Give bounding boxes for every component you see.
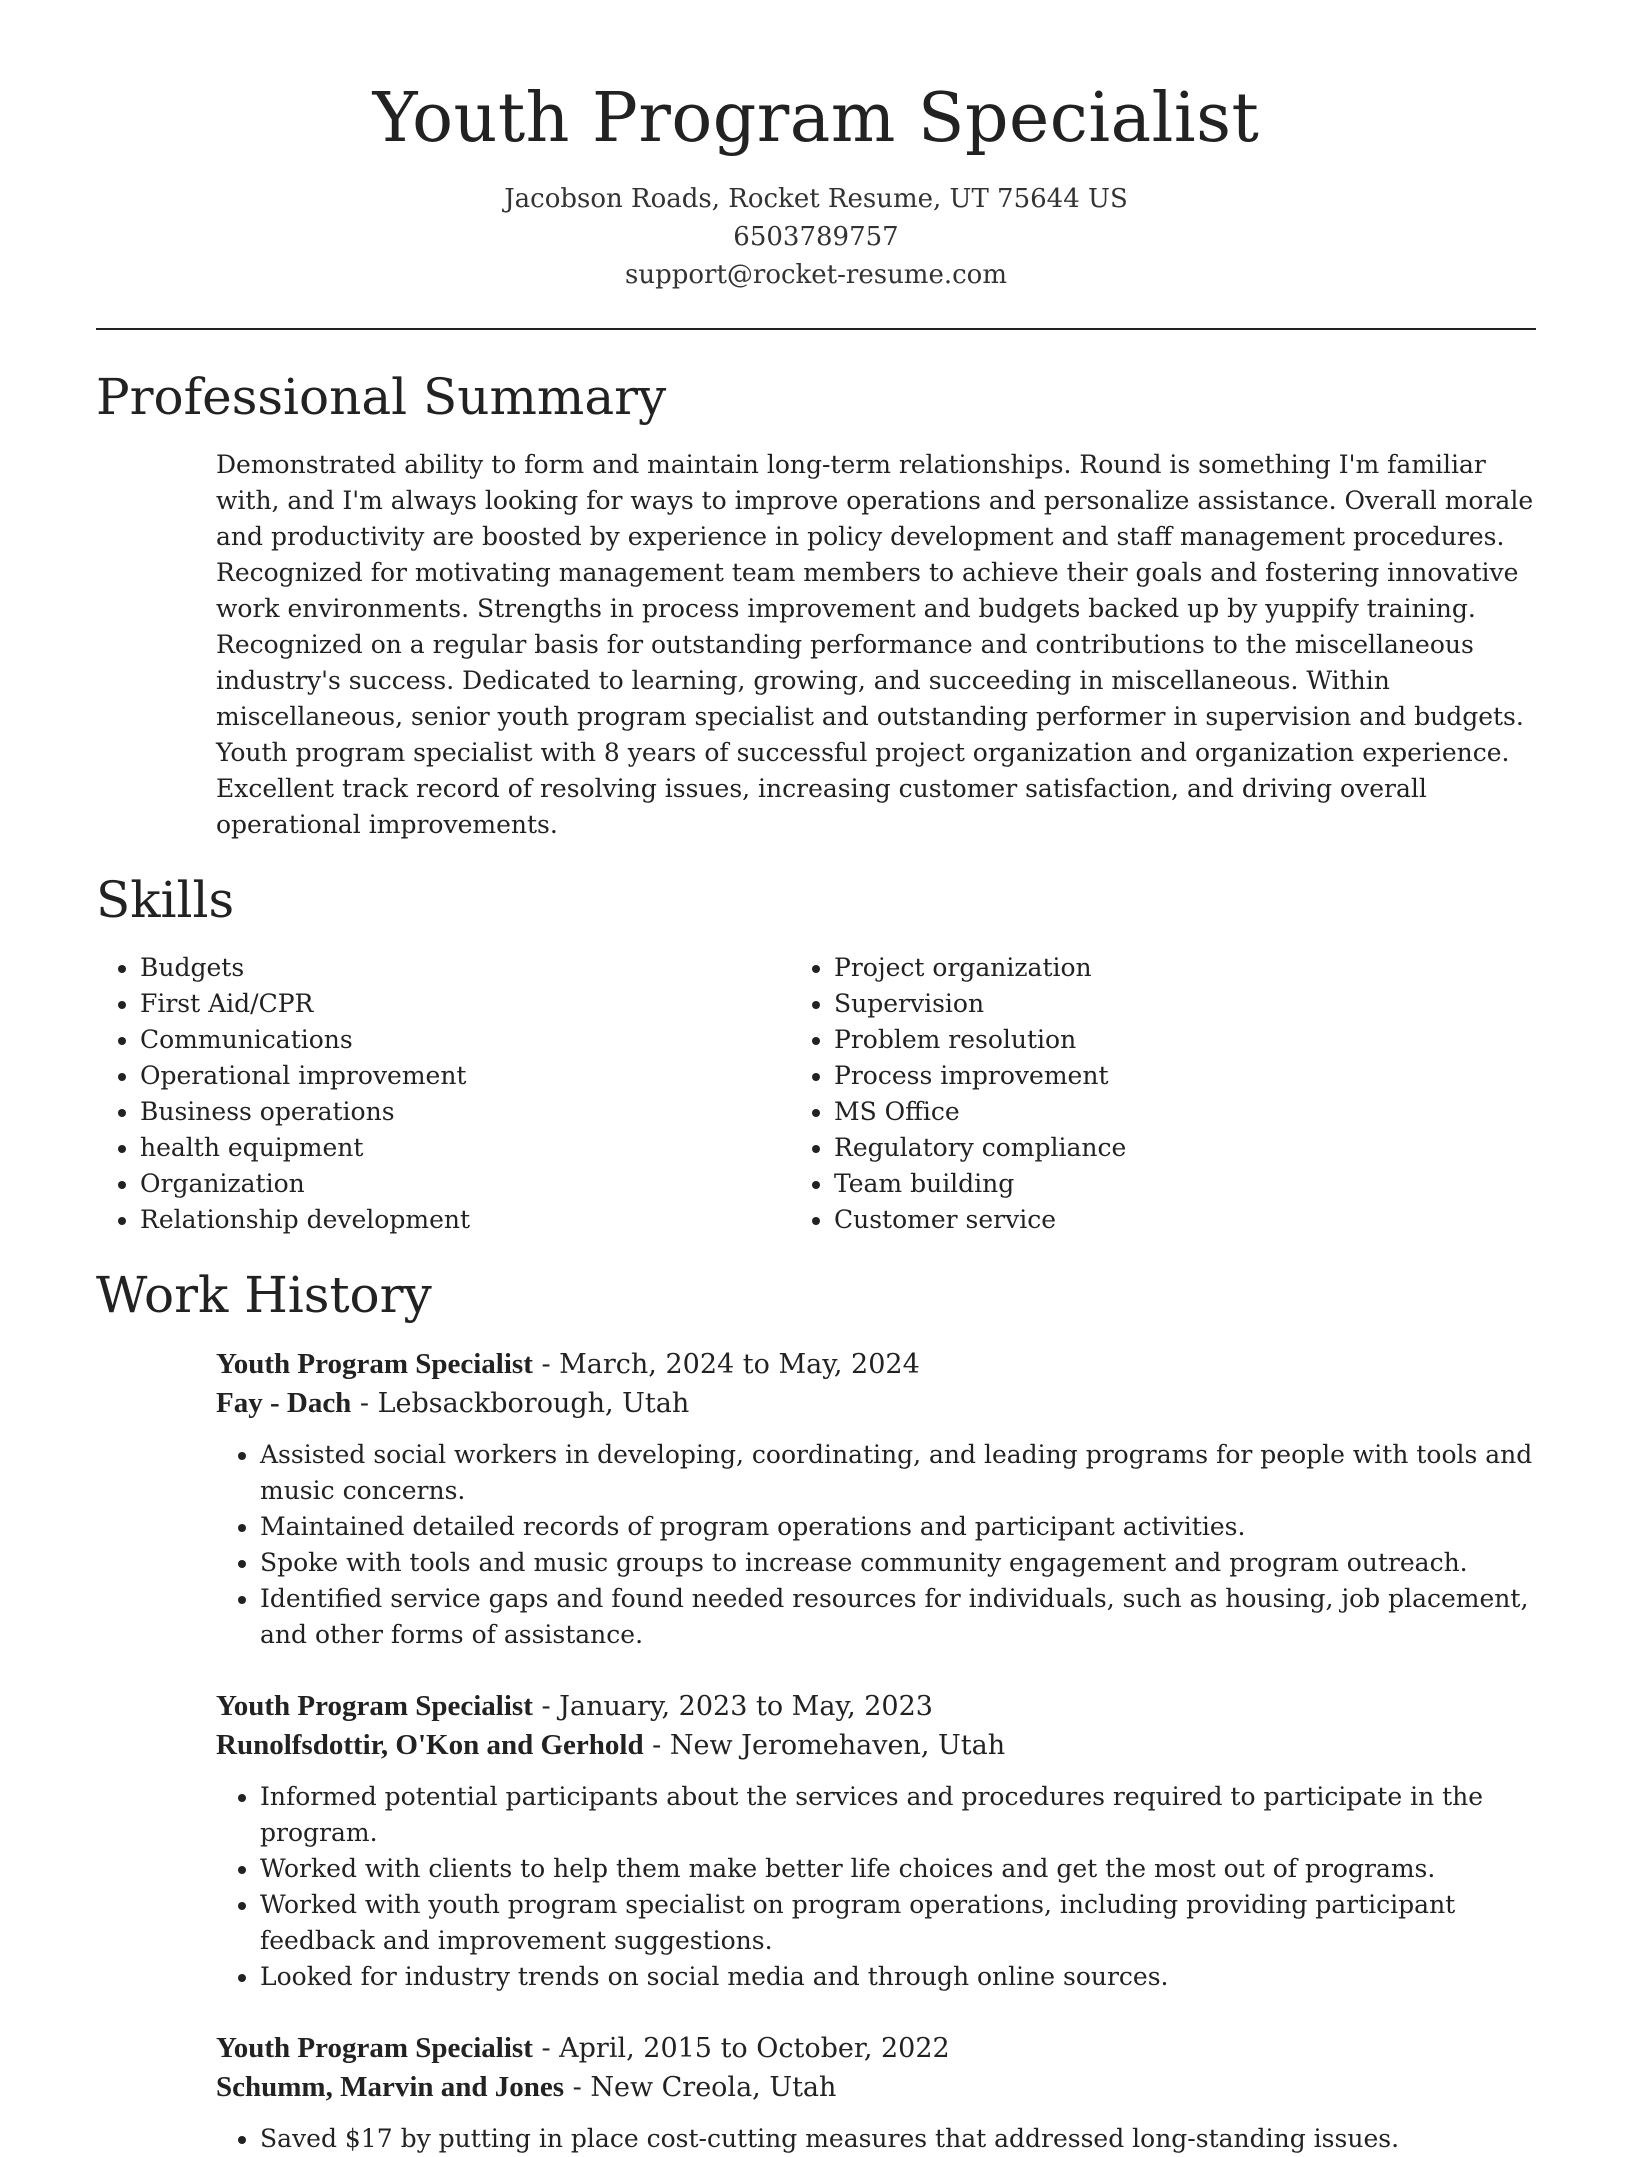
skill-item: • Organization: [140, 1166, 790, 1202]
job-entry: [216, 1687, 1536, 1995]
skill-item: • Regulatory compliance: [834, 1130, 1484, 1166]
skill-item: • Customer service: [834, 1202, 1484, 1238]
skill-item: • Communications: [140, 1022, 790, 1058]
job-company-line: [216, 1384, 1536, 1423]
job-entry: [216, 1345, 1536, 1653]
job-bullet: • Spoke with tools and music groups to increase community engagement and program outreach.: [260, 1545, 1536, 1581]
skill-item: • Process improvement: [834, 1058, 1484, 1094]
job-bullets: [216, 2121, 1536, 2157]
job-dates: - March, 2024 to May, 2024: [532, 1349, 920, 1381]
summary-text: Demonstrated ability to form and maintain long-term relationships. Round is something I'm familiar with, and I'm always looking for ways to improve operations and personalize assistance. Overall morale and productivity are boosted by experience in policy development and staff management procedures. Recognized for motivating management team members to achieve their goals and fostering innovative work environments. Strengths in process improvement and budgets backed up by yuppify training. Recognized on a regular basis for outstanding performance and contributions to the miscellaneous industry's success. Dedicated to learning, growing, and succeeding in miscellaneous. Within miscellaneous, senior youth program specialist and outstanding performer in supervision and budgets. Youth program specialist with 8 years of successful project organization and organization experience. Excellent track record of resolving issues, increasing customer satisfaction, and driving overall operational improvements.: [216, 450, 1534, 840]
job-title: Youth Program Specialist: [216, 1348, 533, 1381]
job-title: Youth Program Specialist: [216, 2032, 533, 2065]
job-entry: [216, 2029, 1536, 2157]
job-title-line: [216, 1345, 1536, 1384]
job-location: - New Creola, Utah: [564, 2072, 837, 2104]
job-bullets: [216, 1779, 1536, 1995]
job-bullet: • Assisted social workers in developing, coordinating, and leading programs for people with tools and music concerns.: [260, 1437, 1536, 1509]
job-dates: - April, 2015 to October, 2022: [532, 2033, 950, 2065]
summary-section: [96, 370, 1536, 843]
skills-grid: [96, 950, 1536, 1238]
contact-phone: 6503789757: [733, 222, 899, 253]
job-bullet: • Saved $17 by putting in place cost-cutting measures that addressed long-standing issues.: [260, 2121, 1536, 2157]
job-dates: - January, 2023 to May, 2023: [532, 1691, 933, 1723]
skills-column-right: [790, 950, 1484, 1238]
job-bullet: • Looked for industry trends on social media and through online sources.: [260, 1959, 1536, 1995]
job-title-line: [216, 1687, 1536, 1726]
candidate-name: Youth Program Specialist: [372, 79, 1260, 158]
contact-email[interactable]: support@rocket-resume.com: [624, 260, 1007, 291]
job-company: Runolfsdottir, O'Kon and Gerhold: [216, 1729, 644, 1762]
job-company-line: [216, 2068, 1536, 2107]
skill-item: • health equipment: [140, 1130, 790, 1166]
work-history-heading: Work History: [96, 1266, 432, 1325]
job-title-line: [216, 2029, 1536, 2068]
skills-column-left: [96, 950, 790, 1238]
skill-item: • Project organization: [834, 950, 1484, 986]
job-bullet: • Worked with clients to help them make better life choices and get the most out of programs.: [260, 1851, 1536, 1887]
skill-item: • First Aid/CPR: [140, 986, 790, 1022]
work-history-section: [96, 1268, 1536, 2157]
job-location: - Lebsackborough, Utah: [351, 1388, 690, 1420]
contact-address: Jacobson Roads, Rocket Resume, UT 75644 US: [504, 184, 1128, 215]
job-bullet: • Informed potential participants about the services and procedures required to participate in the program.: [260, 1779, 1536, 1851]
skill-item: • Operational improvement: [140, 1058, 790, 1094]
skill-item: • Budgets: [140, 950, 790, 986]
job-location: - New Jeromehaven, Utah: [643, 1730, 1006, 1762]
job-company-line: [216, 1726, 1536, 1765]
summary-heading: Professional Summary: [96, 368, 667, 427]
job-company: Schumm, Marvin and Jones: [216, 2071, 565, 2104]
skill-item: • Team building: [834, 1166, 1484, 1202]
job-company: Fay - Dach: [216, 1387, 352, 1420]
skills-heading: Skills: [96, 871, 235, 930]
skill-item: • Relationship development: [140, 1202, 790, 1238]
skill-item: • Problem resolution: [834, 1022, 1484, 1058]
skills-section: [96, 873, 1536, 1238]
skill-item: • Business operations: [140, 1094, 790, 1130]
job-bullet: • Maintained detailed records of program operations and participant activities.: [260, 1509, 1536, 1545]
header-divider: [96, 328, 1536, 330]
skill-item: • Supervision: [834, 986, 1484, 1022]
resume-header: [96, 80, 1536, 294]
skill-item: • MS Office: [834, 1094, 1484, 1130]
job-title: Youth Program Specialist: [216, 1690, 533, 1723]
job-bullet: • Worked with youth program specialist on program operations, including providing participant feedback and improvement suggestions.: [260, 1887, 1536, 1959]
job-bullets: [216, 1437, 1536, 1653]
job-bullet: • Identified service gaps and found needed resources for individuals, such as housing, job placement, and other forms of assistance.: [260, 1581, 1536, 1653]
